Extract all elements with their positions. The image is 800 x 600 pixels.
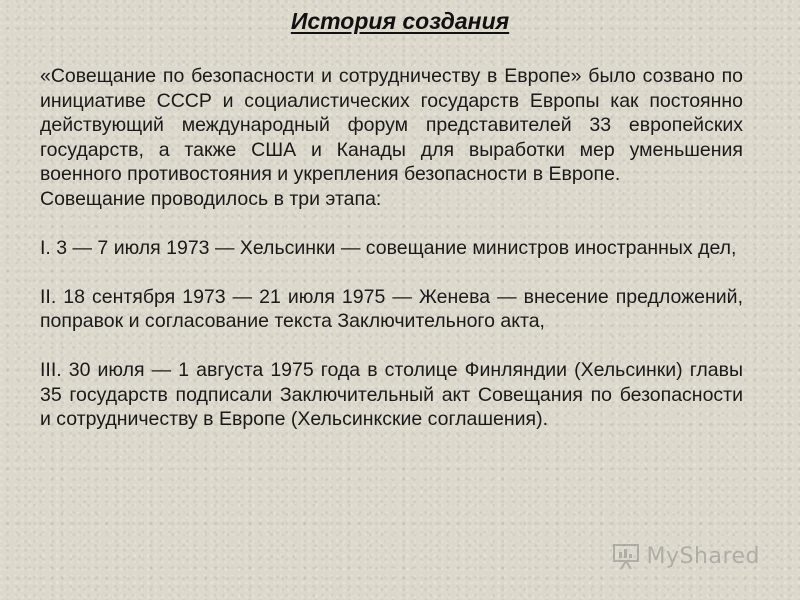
- presentation-screen-icon: [611, 542, 641, 570]
- stage-2-paragraph: II. 18 сентября 1973 — 21 июля 1975 — Женева — внесение предложений, поправок и согласование текста Заключительного акта,: [40, 285, 743, 332]
- stages-intro: Совещание проводилось в три этапа:: [40, 187, 382, 210]
- slide-body: [40, 64, 743, 432]
- stage-3-paragraph: III. 30 июля — 1 августа 1975 года в столице Финляндии (Хельсинки) главы 35 государств подписали Заключительный акт Совещания по безопасности и сотрудничеству в Европе (Хельсинкские соглашения).: [40, 359, 743, 430]
- watermark-text: MyShared: [646, 543, 760, 569]
- slide-title: История создания: [290, 8, 510, 34]
- watermark: [611, 542, 760, 570]
- intro-paragraph: «Совещание по безопасности и сотрудничеству в Европе» было созвано по инициативе СССР и социалистических государств Европы как постоянно действующий международный форум представителей 33 европейских государств, а также США и Канады для выработки мер уменьшения военного противостояния и укрепления безопасности в Европе.: [40, 65, 743, 185]
- stage-1-paragraph: I. 3 — 7 июля 1973 — Хельсинки — совещание министров иностранных дел,: [40, 236, 737, 259]
